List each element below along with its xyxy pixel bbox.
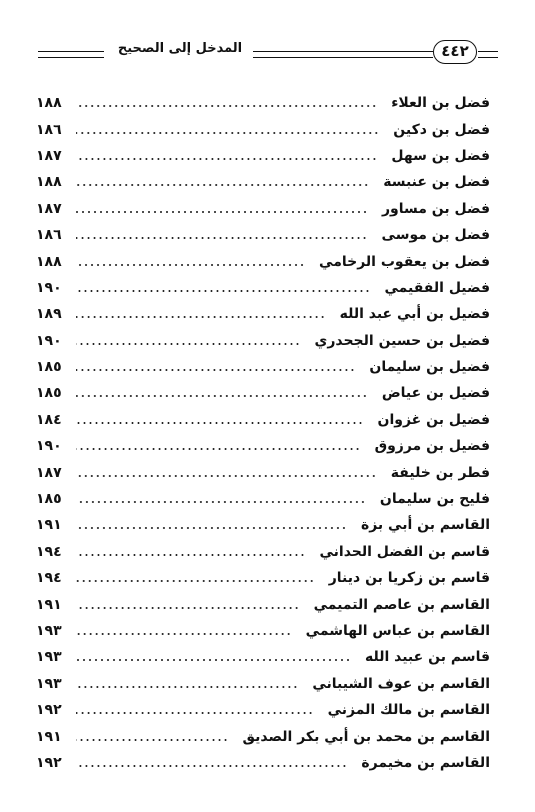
index-entry (36, 697, 490, 723)
dot-leader (76, 369, 355, 371)
entry-name: قاسم بن الفضل الحداني (319, 543, 490, 560)
header-rule (38, 51, 104, 58)
entry-name: القاسم بن عباس الهاشمي (305, 623, 490, 639)
dot-leader (76, 580, 315, 582)
index-entry (36, 354, 490, 380)
entry-name: القاسم بن مخيمرة (361, 754, 490, 771)
dot-leader (76, 633, 292, 635)
entry-name: القاسم بن عوف الشيباني (312, 675, 490, 692)
entry-page-number: ١٩١ (36, 728, 62, 745)
dot-leader (76, 765, 347, 767)
entry-page-number: ١٩٣ (36, 623, 62, 639)
entry-page-number: ١٨٦ (36, 121, 62, 138)
index-entry (36, 328, 490, 354)
entry-page-number: ١٨٦ (36, 227, 62, 244)
entry-page-number: ١٩٣ (36, 675, 62, 692)
entry-name: فليح بن سليمان (379, 491, 490, 508)
page-number: ٤٤٢ (433, 40, 477, 64)
dot-leader (76, 659, 351, 661)
entry-page-number: ١٨٥ (36, 385, 62, 402)
header-rule (478, 51, 498, 58)
entry-page-number: ١٩١ (36, 596, 62, 613)
dot-leader (76, 422, 364, 424)
entry-name: فضل بن موسى (381, 227, 490, 244)
dot-leader (76, 158, 377, 160)
index-entry (36, 407, 490, 433)
entry-name: القاسم بن عاصم التميمي (313, 596, 490, 613)
dot-leader (76, 290, 370, 292)
index-entry (36, 116, 490, 142)
entry-name: فضيل بن مرزوق (374, 438, 490, 455)
dot-leader (76, 739, 229, 741)
entry-page-number: ١٩٢ (36, 754, 62, 771)
entry-name: فطر بن خليفة (390, 464, 490, 481)
index-entry (36, 275, 490, 301)
index-entry (36, 750, 490, 776)
index-entry (36, 671, 490, 697)
entry-page-number: ١٩٢ (36, 702, 62, 719)
entry-page-number: ١٨٩ (36, 306, 62, 323)
entry-page-number: ١٩٤ (36, 570, 62, 587)
entry-name: فضل بن عنبسة (383, 174, 490, 191)
entry-page-number: ١٨٧ (36, 200, 62, 217)
entry-name: فضيل بن سليمان (369, 359, 490, 376)
index-entry (36, 459, 490, 485)
index-entry (36, 512, 490, 538)
dot-leader (76, 395, 368, 397)
dot-leader (76, 501, 366, 503)
index-entry (36, 169, 490, 195)
index-entry (36, 723, 490, 749)
entry-page-number: ١٨٧ (36, 147, 62, 164)
index-entry (36, 591, 490, 617)
dot-leader (76, 607, 300, 609)
header-rule (253, 51, 433, 58)
entry-name: القاسم بن محمد بن أبي بكر الصديق (242, 728, 490, 745)
index-entry (36, 644, 490, 670)
index-entry (36, 380, 490, 406)
index-entry (36, 618, 490, 644)
entry-page-number: ١٩١ (36, 517, 62, 534)
dot-leader (76, 475, 377, 477)
dot-leader (76, 686, 298, 688)
dot-leader (76, 264, 305, 266)
entry-name: قاسم بن زكريا بن دينار (328, 570, 490, 587)
entry-page-number: ١٨٧ (36, 464, 62, 481)
dot-leader (76, 712, 314, 714)
dot-leader (76, 316, 326, 318)
dot-leader (76, 105, 377, 107)
entry-name: فضل بن يعقوب الرخامي (319, 253, 490, 270)
entry-page-number: ١٨٥ (36, 359, 62, 376)
entry-page-number: ١٨٨ (36, 174, 62, 191)
entry-page-number: ١٩٠ (36, 332, 62, 349)
entry-name: فضيل بن غزوان (377, 411, 490, 428)
running-header (38, 36, 498, 76)
entry-page-number: ١٨٥ (36, 491, 62, 508)
index-list (36, 90, 490, 776)
entry-page-number: ١٩٠ (36, 438, 62, 455)
index-entry (36, 196, 490, 222)
entry-name: فضيل بن عياض (381, 385, 490, 402)
entry-name: فضيل الفقيمي (384, 279, 490, 296)
entry-name: فضيل بن أبي عبد الله (339, 306, 490, 323)
entry-name: فضل بن دكين (393, 121, 490, 138)
entry-name: القاسم بن أبي بزة (360, 517, 490, 534)
index-entry (36, 565, 490, 591)
entry-name: فضل بن سهل (391, 147, 490, 164)
dot-leader (76, 527, 347, 529)
index-entry (36, 222, 490, 248)
entry-name: القاسم بن مالك المزني (327, 702, 490, 719)
entry-page-number: ١٨٤ (36, 411, 62, 428)
entry-page-number: ١٨٨ (36, 253, 62, 270)
index-entry (36, 301, 490, 327)
dot-leader (76, 211, 368, 213)
index-entry (36, 486, 490, 512)
entry-name: فضيل بن حسين الجحدري (314, 332, 490, 349)
index-entry (36, 433, 490, 459)
entry-name: فضل بن العلاء (391, 95, 490, 112)
book-title: المدخل إلى الصحيح (117, 41, 243, 56)
index-entry (36, 90, 490, 116)
index-entry (36, 143, 490, 169)
entry-page-number: ١٩٤ (36, 543, 62, 560)
index-entry (36, 539, 490, 565)
dot-leader (76, 184, 369, 186)
entry-page-number: ١٩٣ (36, 649, 62, 666)
entry-name: قاسم بن عبيد الله (365, 649, 490, 666)
dot-leader (76, 237, 368, 239)
entry-page-number: ١٩٠ (36, 279, 62, 296)
dot-leader (76, 554, 305, 556)
dot-leader (76, 343, 300, 345)
dot-leader (76, 132, 379, 134)
dot-leader (76, 448, 361, 450)
entry-name: فضل بن مساور (382, 200, 490, 217)
index-entry (36, 248, 490, 274)
entry-page-number: ١٨٨ (36, 95, 62, 112)
